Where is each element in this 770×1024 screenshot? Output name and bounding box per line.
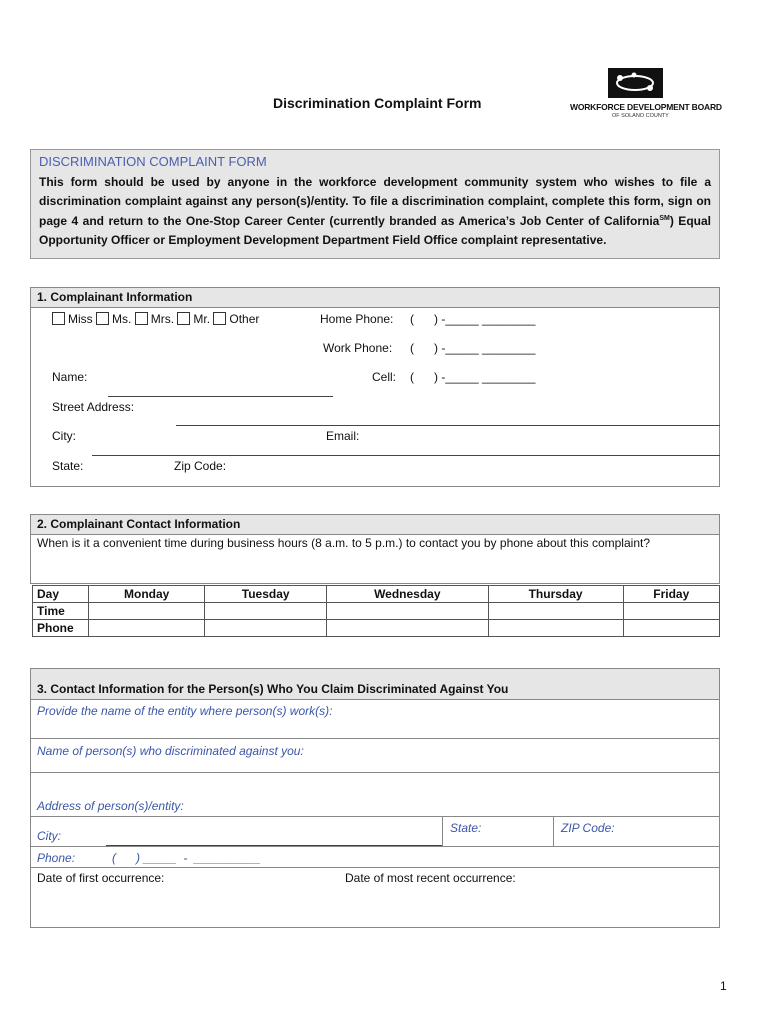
day-monday: Monday: [89, 586, 205, 603]
recent-occurrence-label: Date of most recent occurrence:: [345, 871, 516, 885]
phone-thursday-cell[interactable]: [488, 620, 623, 637]
time-friday-cell[interactable]: [623, 603, 719, 620]
cell-label: Cell:: [372, 370, 397, 384]
ms-checkbox[interactable]: [96, 312, 109, 325]
contact-info-section: [30, 514, 720, 584]
phone-monday-cell[interactable]: [89, 620, 205, 637]
time-thursday-cell[interactable]: [488, 603, 623, 620]
section-heading: 3. Contact Information for the Person(s) Who You Claim Discriminated Against You: [31, 669, 719, 700]
day-thursday: Thursday: [488, 586, 623, 603]
entity-prompt: Provide the name of the entity where person(s) work(s):: [37, 704, 333, 718]
respondent-state-label: State:: [450, 821, 482, 835]
state-label: State:: [52, 459, 84, 473]
section-heading: 1. Complainant Information: [31, 288, 719, 308]
time-wednesday-cell[interactable]: [327, 603, 489, 620]
intro-body-text-end: ) Equal Opportunity Officer or Employment Development Department Field Office complaint representative.: [39, 214, 711, 247]
zip-code-label: Zip Code:: [174, 459, 227, 473]
intro-body-text: This form should be used by anyone in the workforce development community system who wishes to file a discrimination complaint against any person(s)/entity. To file a discrimination complaint, complete this form, sign on page 4 and return to the One-Stop Career Center (currently branded as America’s Job Center of California: [39, 175, 711, 228]
zip-divider: [553, 816, 554, 846]
street-address-label: Street Address:: [52, 400, 135, 414]
city-label: City:: [52, 429, 76, 443]
phone-tuesday-cell[interactable]: [205, 620, 327, 637]
day-row-label: Day: [33, 586, 89, 603]
city-email-field[interactable]: [92, 455, 720, 456]
email-label: Email:: [326, 429, 360, 443]
home-phone-field[interactable]: ( ) -_____ ________: [410, 312, 536, 326]
logo-subtext: OF SOLANO COUNTY: [612, 113, 669, 119]
name-label: Name:: [52, 370, 88, 384]
title-checkboxes: [52, 312, 259, 326]
mrs-label: Mrs.: [150, 312, 175, 326]
intro-body: [39, 173, 711, 249]
logo-text: WORKFORCE DEVELOPMENT BOARD: [570, 102, 722, 112]
respondent-phone-field[interactable]: ( ) _____ - __________: [112, 851, 261, 865]
respondent-phone-label: Phone:: [37, 851, 76, 865]
mr-checkbox[interactable]: [177, 312, 190, 325]
cell-field[interactable]: ( ) -_____ ________: [410, 370, 536, 384]
person-field[interactable]: [30, 772, 720, 773]
respondent-city-label: City:: [37, 829, 61, 843]
phone-row-label: Phone: [33, 620, 89, 637]
mrs-checkbox[interactable]: [135, 312, 148, 325]
service-mark: SM: [659, 215, 670, 222]
city-row-bottom: [30, 846, 720, 847]
phone-friday-cell[interactable]: [623, 620, 719, 637]
state-divider: [442, 816, 443, 846]
other-checkbox[interactable]: [213, 312, 226, 325]
section-heading: 2. Complainant Contact Information: [31, 515, 719, 535]
work-phone-field[interactable]: ( ) -_____ ________: [410, 341, 536, 355]
page-number: 1: [720, 979, 727, 993]
work-phone-label: Work Phone:: [323, 341, 393, 355]
miss-checkbox[interactable]: [52, 312, 65, 325]
first-occurrence-label: Date of first occurrence:: [37, 871, 165, 885]
person-prompt: Name of person(s) who discriminated against you:: [37, 744, 304, 758]
home-phone-label: Home Phone:: [320, 312, 394, 326]
other-label: Other: [229, 312, 260, 326]
address-prompt: Address of person(s)/entity:: [37, 799, 184, 813]
time-monday-cell[interactable]: [89, 603, 205, 620]
contact-time-question: When is it a convenient time during business hours (8 a.m. to 5 p.m.) to contact you by phone about this complaint?: [37, 536, 650, 550]
ms-label: Ms.: [112, 312, 132, 326]
intro-heading: DISCRIMINATION COMPLAINT FORM: [39, 154, 267, 169]
phone-wednesday-cell[interactable]: [327, 620, 489, 637]
day-friday: Friday: [623, 586, 719, 603]
time-tuesday-cell[interactable]: [205, 603, 327, 620]
miss-label: Miss: [68, 312, 93, 326]
day-tuesday: Tuesday: [205, 586, 327, 603]
street-address-field[interactable]: [176, 425, 720, 426]
respondent-zip-label: ZIP Code:: [561, 821, 615, 835]
time-row-label: Time: [33, 603, 89, 620]
intro-panel: [30, 149, 720, 259]
page-title: Discrimination Complaint Form: [273, 95, 482, 111]
entity-field[interactable]: [30, 738, 720, 739]
name-field[interactable]: [108, 396, 333, 397]
mr-label: Mr.: [193, 312, 211, 326]
phone-row-bottom: [30, 867, 720, 868]
day-wednesday: Wednesday: [327, 586, 489, 603]
address-field[interactable]: [30, 816, 720, 817]
availability-table: [32, 585, 720, 637]
